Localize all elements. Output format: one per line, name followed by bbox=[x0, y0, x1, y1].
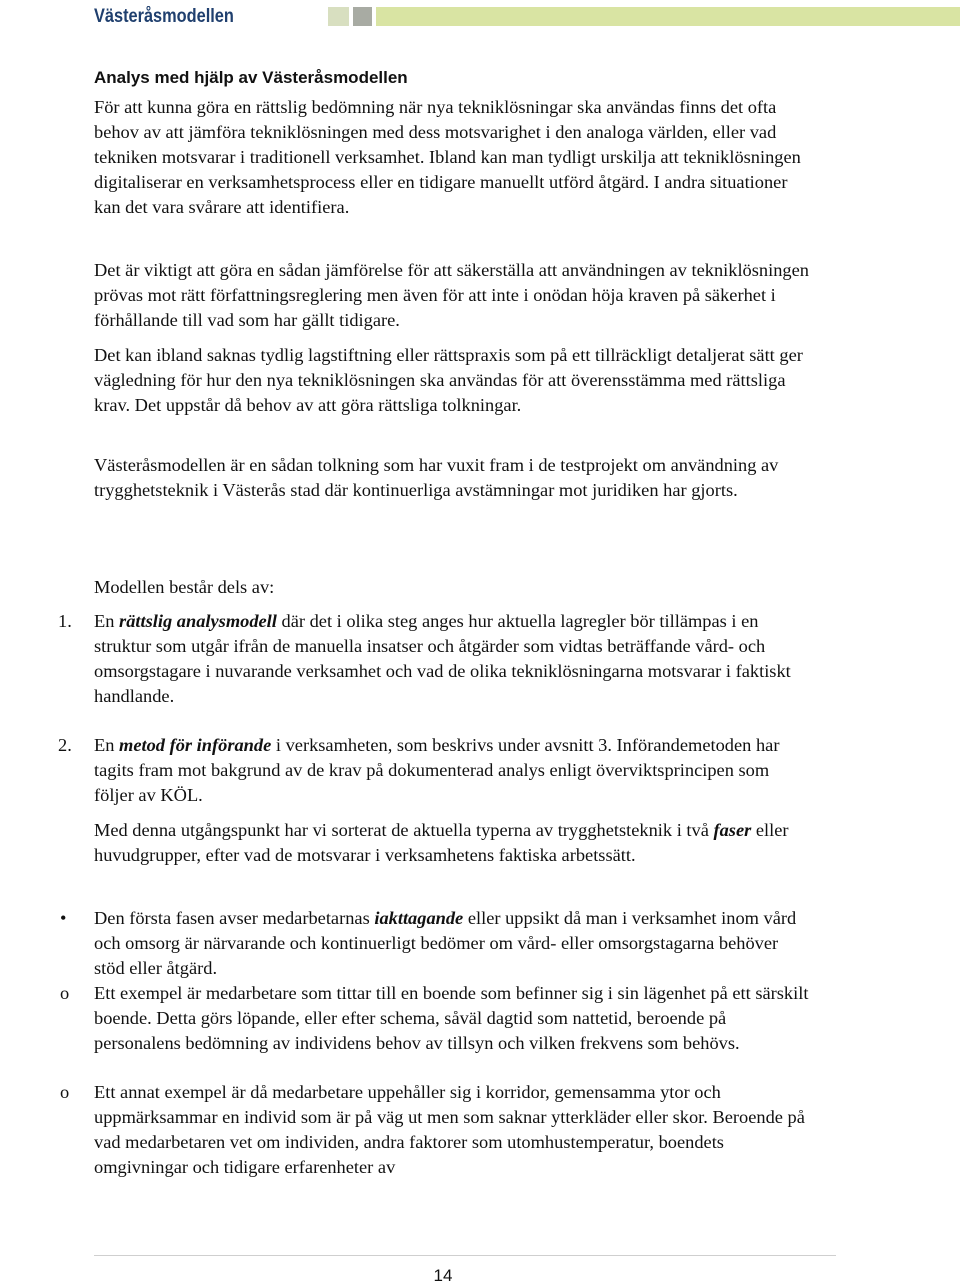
section-heading: Analys med hjälp av Västeråsmodellen bbox=[94, 68, 408, 87]
sub-bullet-item-2: Ett annat exempel är då medarbetare uppehåller sig i korridor, gemensamma ytor och uppmärksammar en individ som är på väg ut men som saknar ytterkläder eller skor. Beroende på vad medarbetaren vet om individen, andra faktorer som utomhustemperatur, boendets omgivningar och tidigare erfarenheter av bbox=[94, 1082, 805, 1177]
page-number: 14 bbox=[433, 1266, 453, 1285]
header-decor-bar bbox=[376, 7, 960, 26]
footer-divider bbox=[94, 1255, 836, 1256]
header-decor-square-gray bbox=[353, 7, 372, 26]
sub-bullet-item-1: Ett exempel är medarbetare som tittar till en boende som befinner sig i sin lägenhet på ett särskilt boende. Detta görs löpande, eller efter schema, såväl dagtid som nattetid, beroende på personalens bedömning av individens behov av tillsyn och vilken frekvens som behövs. bbox=[94, 983, 809, 1053]
phases-paragraph: Med denna utgångspunkt har vi sorterat de aktuella typerna av trygghetsteknik i två faser eller huvudgrupper, efter vad de motsvarar i verksamhetens faktiska arbetssätt. bbox=[94, 820, 789, 865]
list-item-1: En rättslig analysmodell där det i olika steg anges hur aktuella lagregler bör tillämpas i en struktur som utgår ifrån de manuella insatser och åtgärder som vidtas beträffande vård- och omsorgstagare i nuvarande verksamhet och vad de olika tekniklösningarna motsvarar i faktiskt handlande. bbox=[94, 611, 791, 706]
bullet-item-1: Den första fasen avser medarbetarnas iakttagande eller uppsikt då man i verksamhet inom vård och omsorg är närvarande och kontinuerligt bedömer om vård- eller omsorgstagarna behöver stöd eller åtgärd. bbox=[94, 908, 797, 978]
paragraph-2: Det är viktigt att göra en sådan jämförelse för att säkerställa att användningen av tekniklösningen prövas mot rätt författningsreglering men även för att inte i onödan höja kraven på säkerhet i förhållande till vad som har gällt tidigare. bbox=[94, 260, 809, 330]
header-decor-square-light bbox=[328, 7, 349, 26]
list-item-2: En metod för införande i verksamheten, som beskrivs under avsnitt 3. Införandemetoden har tagits fram mot bakgrund av de krav på dokumenterad analys enligt överviktsprincipen som följer av KÖL. bbox=[94, 735, 780, 805]
emphasis-legal-analysis-model: rättslig analysmodell bbox=[119, 611, 277, 631]
header-title: Västeråsmodellen bbox=[94, 6, 234, 27]
paragraph-4: Västeråsmodellen är en sådan tolkning som har vuxit fram i de testprojekt om användning av trygghetsteknik i Västerås stad där kontinuerliga avstämningar mot juridiken har gjorts. bbox=[94, 455, 779, 500]
list-intro: Modellen består dels av: bbox=[94, 577, 275, 597]
bullet-icon: • bbox=[60, 908, 67, 928]
list-marker-2: 2. bbox=[58, 735, 72, 755]
list-marker-1: 1. bbox=[58, 611, 72, 631]
emphasis-implementation-method: metod för införande bbox=[119, 735, 272, 755]
sub-bullet-icon: o bbox=[60, 1082, 70, 1102]
paragraph-3: Det kan ibland saknas tydlig lagstiftning eller rättspraxis som på ett tillräckligt detaljerat sätt ger vägledning för hur den nya tekniklösningen ska användas för att överensstämma med rättsliga krav. Det uppstår då behov av att göra rättsliga tolkningar. bbox=[94, 345, 803, 415]
sub-bullet-icon: o bbox=[60, 983, 70, 1003]
emphasis-observation: iakttagande bbox=[374, 908, 464, 928]
paragraph-1: För att kunna göra en rättslig bedömning när nya tekniklösningar ska användas finns det ofta behov av att jämföra tekniklösningen med dess motsvarighet i den analoga världen, eller vad tekniken motsvarar i traditionell verksamhet. Ibland kan man tydligt urskilja att tekniklösningen digitaliserar en verksamhetsprocess eller en tidigare manuellt utförd åtgärd. I andra situationer kan det vara svårare att identifiera. bbox=[94, 97, 801, 217]
emphasis-phases: faser bbox=[713, 820, 752, 840]
